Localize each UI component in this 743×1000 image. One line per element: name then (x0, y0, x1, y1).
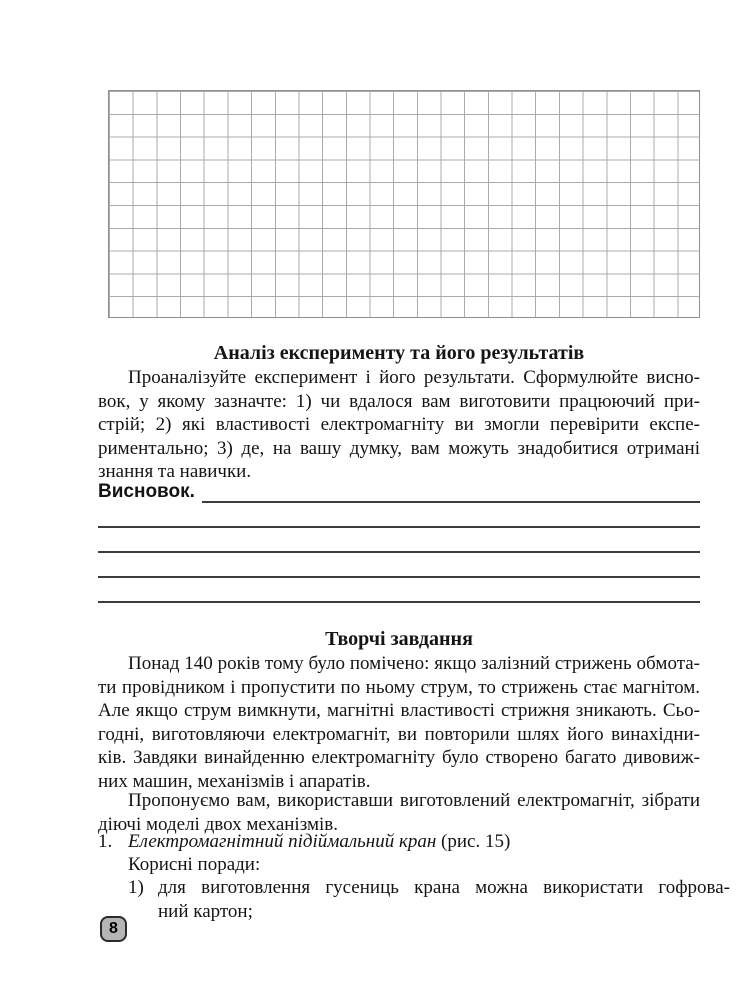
page-number: 8 (109, 920, 118, 937)
analysis-paragraph (98, 366, 700, 484)
text-line: Але якщо струм вимкнути, магнітні властивості стрижня зникають. Сьо- (98, 700, 700, 721)
text-line: ний картон; (158, 900, 253, 922)
text-line: Понад 140 років тому було помічено: якщо залізний стрижень обмота- (128, 653, 700, 674)
conclusion-write-line[interactable] (202, 481, 700, 503)
task-item-1 (98, 830, 700, 854)
text-line: Пропонуємо вам, використавши виготовлений електромагніт, зібрати (128, 790, 700, 811)
tip-text (158, 876, 730, 923)
task-title-suffix: (рис. 15) (436, 831, 511, 852)
write-line[interactable] (98, 503, 700, 528)
conclusion-label: Висновок. (98, 481, 195, 502)
text-line: діючі моделі двох механізмів. (98, 813, 338, 835)
write-line[interactable] (98, 578, 700, 603)
creative-paragraph-2 (98, 789, 700, 836)
conclusion-row (98, 481, 700, 503)
tips-heading: Корисні поради: (128, 854, 261, 875)
section-title-analysis: Аналіз експерименту та його результатів (213, 342, 585, 364)
tip-item-1 (98, 876, 730, 923)
page-number-badge (100, 916, 127, 942)
tip-number: 1) (128, 877, 144, 898)
text-line: них машин, механізмів і апаратів. (98, 770, 371, 792)
section-title-creative: Творчі завдання (325, 628, 473, 650)
creative-paragraph-1 (98, 652, 700, 793)
task-title (128, 830, 510, 854)
text-line: ків. Завдяки винайденню електромагніту було створено багато дивовиж- (98, 747, 700, 768)
graph-paper-grid[interactable] (108, 90, 700, 318)
write-line[interactable] (98, 528, 700, 553)
writing-lines (98, 503, 700, 603)
text-line: знання та навички. (98, 461, 252, 482)
text-line: годні, виготовляючи електромагніт, ви повторили шлях його винахідни- (98, 723, 700, 745)
text-line: стрій; 2) які властивості електромагніту ви змогли перевірити експе- (98, 414, 700, 435)
write-line[interactable] (98, 553, 700, 578)
text-line: вок, у якому зазначте: 1) чи вдалося вам виготовити працюючий при- (98, 390, 700, 412)
text-line: риментально; 3) де, на вашу думку, вам можуть знадобитися отримані (98, 437, 700, 459)
task-number: 1. (98, 831, 113, 852)
text-line: Проаналізуйте експеримент і його результати. Сформулюйте висно- (128, 367, 700, 388)
text-line: для виготовлення гусениць крана можна використати гофрова- (158, 877, 730, 898)
task-title-italic: Електромагнітний підіймальний кран (128, 831, 437, 852)
text-line: ти провідником і пропустити по ньому струм, то стрижень стає магнітом. (98, 676, 700, 698)
